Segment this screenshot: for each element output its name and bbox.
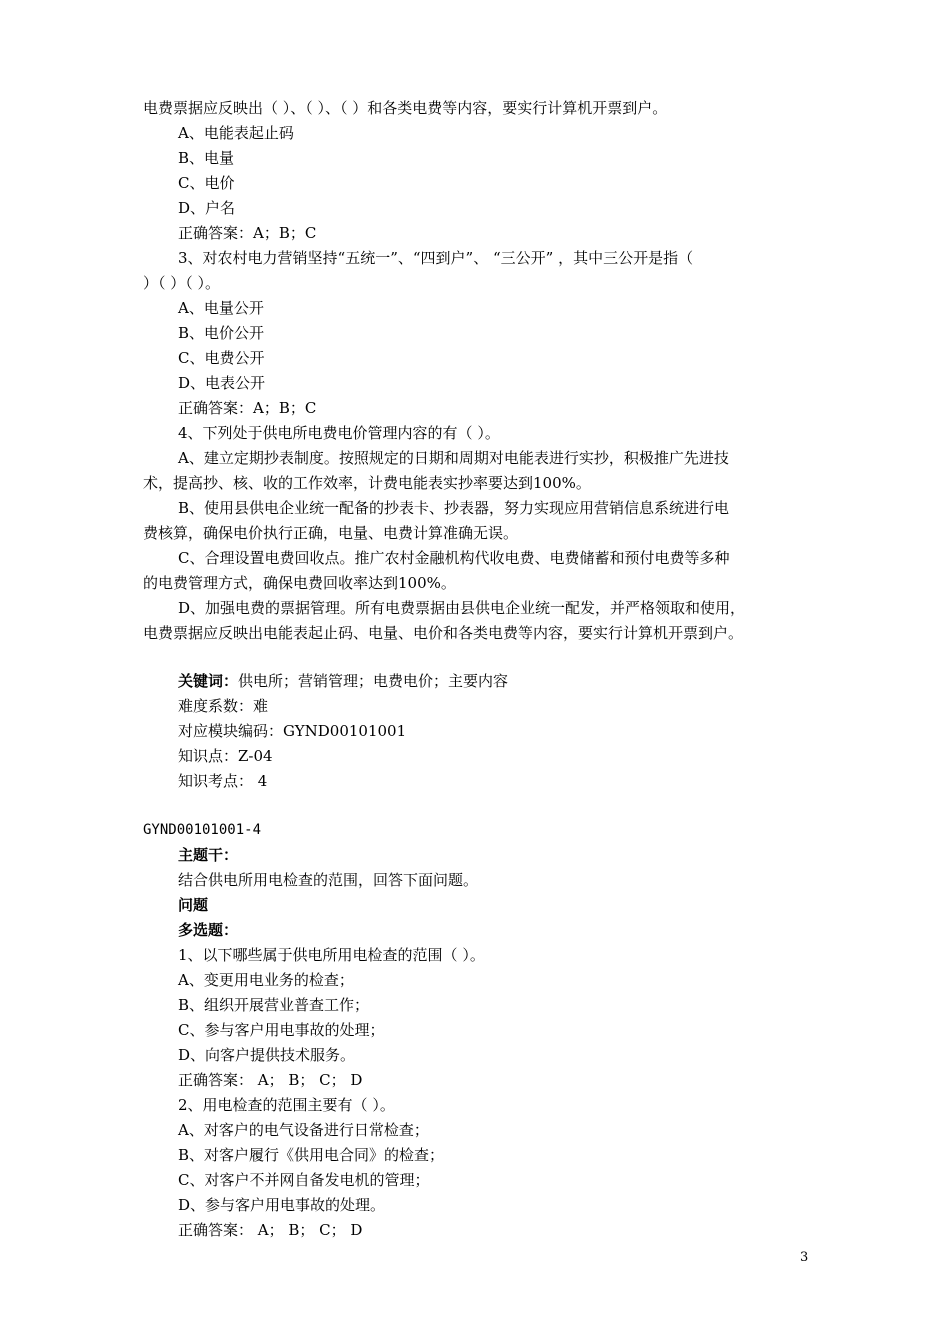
- module-code: 对应模块编码：GYND00101001: [178, 722, 407, 740]
- question-stem: 4、下列处于供电所电费电价管理内容的有（ ）。: [178, 424, 500, 442]
- main-stem-text: 结合供电所用电检查的范围，回答下面问题。: [178, 871, 479, 889]
- exam-point: 知识考点： 4: [178, 772, 268, 790]
- question-continuation: 电费票据应反映出（ ）、（ ）、（ ）和各类电费等内容，要实行计算机开票到户。: [143, 99, 668, 117]
- option-a: A、建立定期抄表制度。按照规定的日期和周期对电能表进行实抄，积极推广先进技: [178, 449, 729, 467]
- question-stem: 1、以下哪些属于供电所用电检查的范围（ ）。: [178, 946, 485, 964]
- option-b: B、电价公开: [178, 324, 265, 342]
- option-a: A、对客户的电气设备进行日常检查；: [178, 1121, 429, 1139]
- main-stem-label: 主题干：: [178, 846, 239, 864]
- option-d: D、加强电费的票据管理。所有电费票据由县供电企业统一配发，并严格领取和使用，: [178, 599, 746, 617]
- option-b: B、组织开展营业普查工作；: [178, 996, 370, 1014]
- option-c: C、参与客户用电事故的处理；: [178, 1021, 385, 1039]
- question-stem: 2、用电检查的范围主要有（ ）。: [178, 1096, 395, 1114]
- question-label: 问题: [178, 896, 209, 914]
- correct-answer: 正确答案：A；B；C: [178, 399, 317, 417]
- option-a: A、变更用电业务的检查；: [178, 971, 354, 989]
- knowledge-point: 知识点：Z-04: [178, 747, 273, 765]
- option-d: D、电表公开: [178, 374, 266, 392]
- question-stem-continued: ）（ ）（ ）。: [143, 274, 221, 292]
- option-b: B、电量: [178, 149, 235, 167]
- option-c-continued: 的电费管理方式，确保电费回收率达到100%。: [143, 574, 456, 592]
- option-c: C、对客户不并网自备发电机的管理；: [178, 1171, 430, 1189]
- option-d-continued: 电费票据应反映出电能表起止码、电量、电价和各类电费等内容，要实行计算机开票到户。: [143, 624, 744, 642]
- page-number: 3: [800, 1250, 809, 1265]
- option-d: D、参与客户用电事故的处理。: [178, 1196, 386, 1214]
- correct-answer: 正确答案：A；B；C: [178, 224, 317, 242]
- question-stem: 3、对农村电力营销坚持“五统一”、“四到户”、 “三公开” ，其中三公开是指（: [178, 249, 694, 267]
- keywords-label: 关键词：: [178, 672, 239, 690]
- correct-answer: 正确答案： A； B； C； D: [178, 1071, 363, 1089]
- option-a: A、电能表起止码: [178, 124, 294, 142]
- option-b-continued: 费核算，确保电价执行正确，电量、电费计算准确无误。: [143, 524, 519, 542]
- option-b: B、对客户履行《供用电合同》的检查；: [178, 1146, 445, 1164]
- difficulty: 难度系数：难: [178, 697, 269, 715]
- option-d: D、户名: [178, 199, 236, 217]
- section-code: GYND00101001-4: [143, 822, 262, 838]
- multi-choice-label: 多选题：: [178, 921, 239, 939]
- option-d: D、向客户提供技术服务。: [178, 1046, 356, 1064]
- option-b: B、使用县供电企业统一配备的抄表卡、抄表器，努力实现应用营销信息系统进行电: [178, 499, 730, 517]
- keywords-line: [178, 671, 508, 691]
- option-c: C、电价: [178, 174, 235, 192]
- option-c: C、电费公开: [178, 349, 265, 367]
- option-a-continued: 术，提高抄、核、收的工作效率，计费电能表实抄率要达到100%。: [143, 474, 591, 492]
- option-c: C、合理设置电费回收点。推广农村金融机构代收电费、电费储蓄和预付电费等多种: [178, 549, 730, 567]
- option-a: A、电量公开: [178, 299, 264, 317]
- keywords-value: 供电所；营销管理；电费电价；主要内容: [238, 672, 509, 690]
- correct-answer: 正确答案： A； B； C； D: [178, 1221, 363, 1239]
